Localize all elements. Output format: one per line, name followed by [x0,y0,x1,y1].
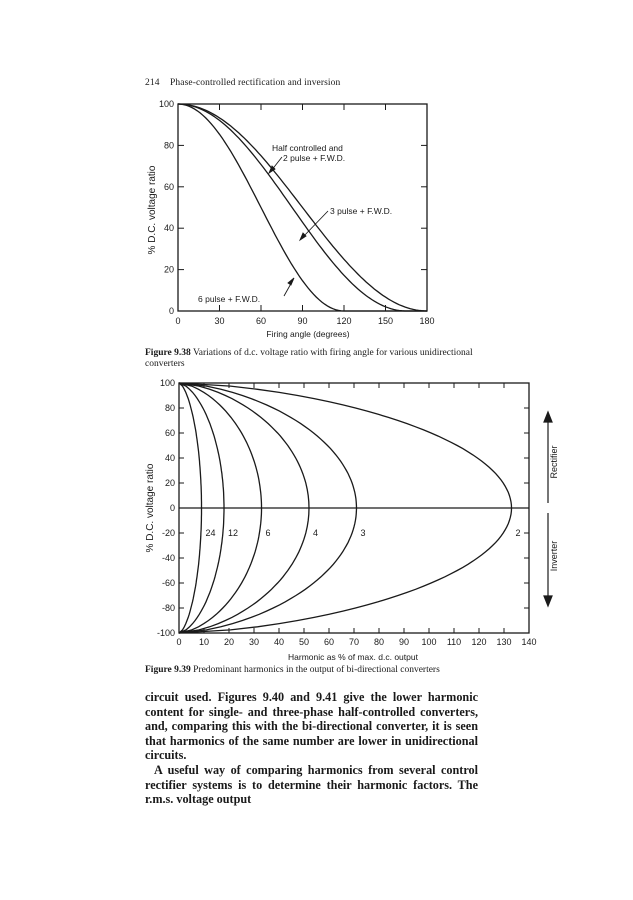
fig1-xtick-label: 60 [255,316,267,326]
fig2-xtick-label: 30 [248,637,260,647]
fig2-ytick-label: 40 [164,453,175,463]
fig1-ytick-label: 0 [168,306,174,316]
fig2-side-arrows [544,412,552,606]
fig1-xlabel: Firing angle (degrees) [266,329,350,339]
fig2-ytick-label: 20 [164,478,175,488]
fig2-xtick-label: 80 [373,637,385,647]
fig2-curve-label-2: 2 [515,528,521,538]
fig2-curve-12 [179,383,224,633]
fig1-xtick-label: 180 [419,316,435,326]
fig2-curve-label-24: 24 [205,528,216,538]
fig2-xtick-label: 130 [496,637,512,647]
fig2-xtick-label: 60 [323,637,335,647]
fig2-ytick-label: 60 [164,428,175,438]
fig1-annotation-half-controlled-1: Half controlled and [272,143,343,153]
fig2-xtick-label: 50 [298,637,310,647]
fig2-xtick-label: 20 [223,637,235,647]
fig2-xtick-label: 90 [398,637,410,647]
body-paragraph: circuit used. Figures 9.40 and 9.41 give the lower harmonic content for single- and three-phase half-controlled converters, and, comparing this with the bi-directional converter, it is seen that harmonics of the same number are lower in unidirectional circuits. [145,690,478,763]
running-title: Phase-controlled rectification and inversion [170,78,341,88]
fig2-curves [179,383,512,633]
fig2-curve-label-12: 12 [228,528,239,538]
page-number: 214 [145,78,160,88]
fig1-xtick-label: 30 [214,316,225,326]
fig1-ytick-label: 60 [163,181,174,192]
fig2-xtick-label: 110 [446,637,462,647]
fig2-xtick-label: 40 [273,637,285,647]
fig2-ticks [157,378,537,647]
fig1-annotation-half-controlled-2: 2 pulse + F.W.D. [283,153,346,163]
fig2-ytick-label: 0 [169,503,175,513]
fig1-ytick-label: 80 [163,140,174,151]
fig2-rectifier-label: Rectifier [549,445,559,479]
figure-9-39-caption [145,665,545,676]
fig2-curve-label-4: 4 [313,528,319,538]
body-paragraph: A useful way of comparing harmonics from several control rectifier systems is to determine their harmonic factors. The r.m.s. voltage output [145,762,478,807]
fig2-xlabel: Harmonic as % of max. d.c. output [288,652,418,662]
figure-9-38-chart [0,0,633,360]
fig1-xtick-label: 150 [377,316,394,326]
fig2-curve-2 [179,383,512,633]
fig2-curve-4 [179,383,309,633]
fig2-inverter-label: Inverter [549,540,559,572]
figure-9-38-label: Figure 9.38 [145,348,191,358]
fig2-xtick-label: 0 [176,637,182,647]
fig2-curve-24 [179,383,202,633]
fig2-ytick-label: -80 [161,603,175,613]
fig2-xtick-label: 10 [198,637,210,647]
figure-9-39-label: Figure 9.39 [145,665,191,675]
fig2-ytick-label: -100 [156,628,175,638]
fig1-xtick-label: 120 [336,316,352,326]
fig1-ticks [159,99,435,326]
fig1-xtick-label: 0 [175,316,181,326]
figure-9-38-caption [145,348,485,370]
fig1-ytick-label: 20 [163,264,174,275]
fig1-xtick-label: 90 [297,316,308,326]
fig2-xtick-label: 140 [521,637,537,647]
fig2-curve-3 [179,383,357,633]
fig1-ytick-label: 100 [158,99,174,109]
fig2-plot-frame [179,383,529,633]
fig2-curve-label-3: 3 [360,528,366,538]
fig2-xtick-label: 100 [421,637,437,647]
fig2-ytick-label: -60 [161,578,175,588]
fig1-annotation-6-pulse: 6 pulse + F.W.D. [198,294,261,304]
fig2-curve-6 [179,383,262,633]
fig1-ylabel: % D.C. voltage ratio [147,165,158,255]
fig2-xtick-label: 120 [471,637,487,647]
fig2-ytick-label: 80 [164,403,175,413]
fig2-ytick-label: -40 [161,553,175,563]
fig2-curve-label-6: 6 [265,528,271,538]
fig2-ylabel: % D.C. voltage ratio [145,463,156,553]
fig1-annotation-3-pulse: 3 pulse + F.W.D. [330,206,393,216]
fig2-ytick-label: -20 [161,528,175,538]
figure-9-38-text: Variations of d.c. voltage ratio with firing angle for various unidirectional converters [145,348,473,369]
fig1-ytick-label: 40 [163,223,174,234]
fig2-curve-labels [206,528,521,538]
fig2-ytick-label: 100 [159,378,175,388]
fig2-xtick-label: 70 [348,637,360,647]
body-text [145,690,478,807]
figure-9-39-text: Predominant harmonics in the output of bi-directional converters [193,665,440,675]
